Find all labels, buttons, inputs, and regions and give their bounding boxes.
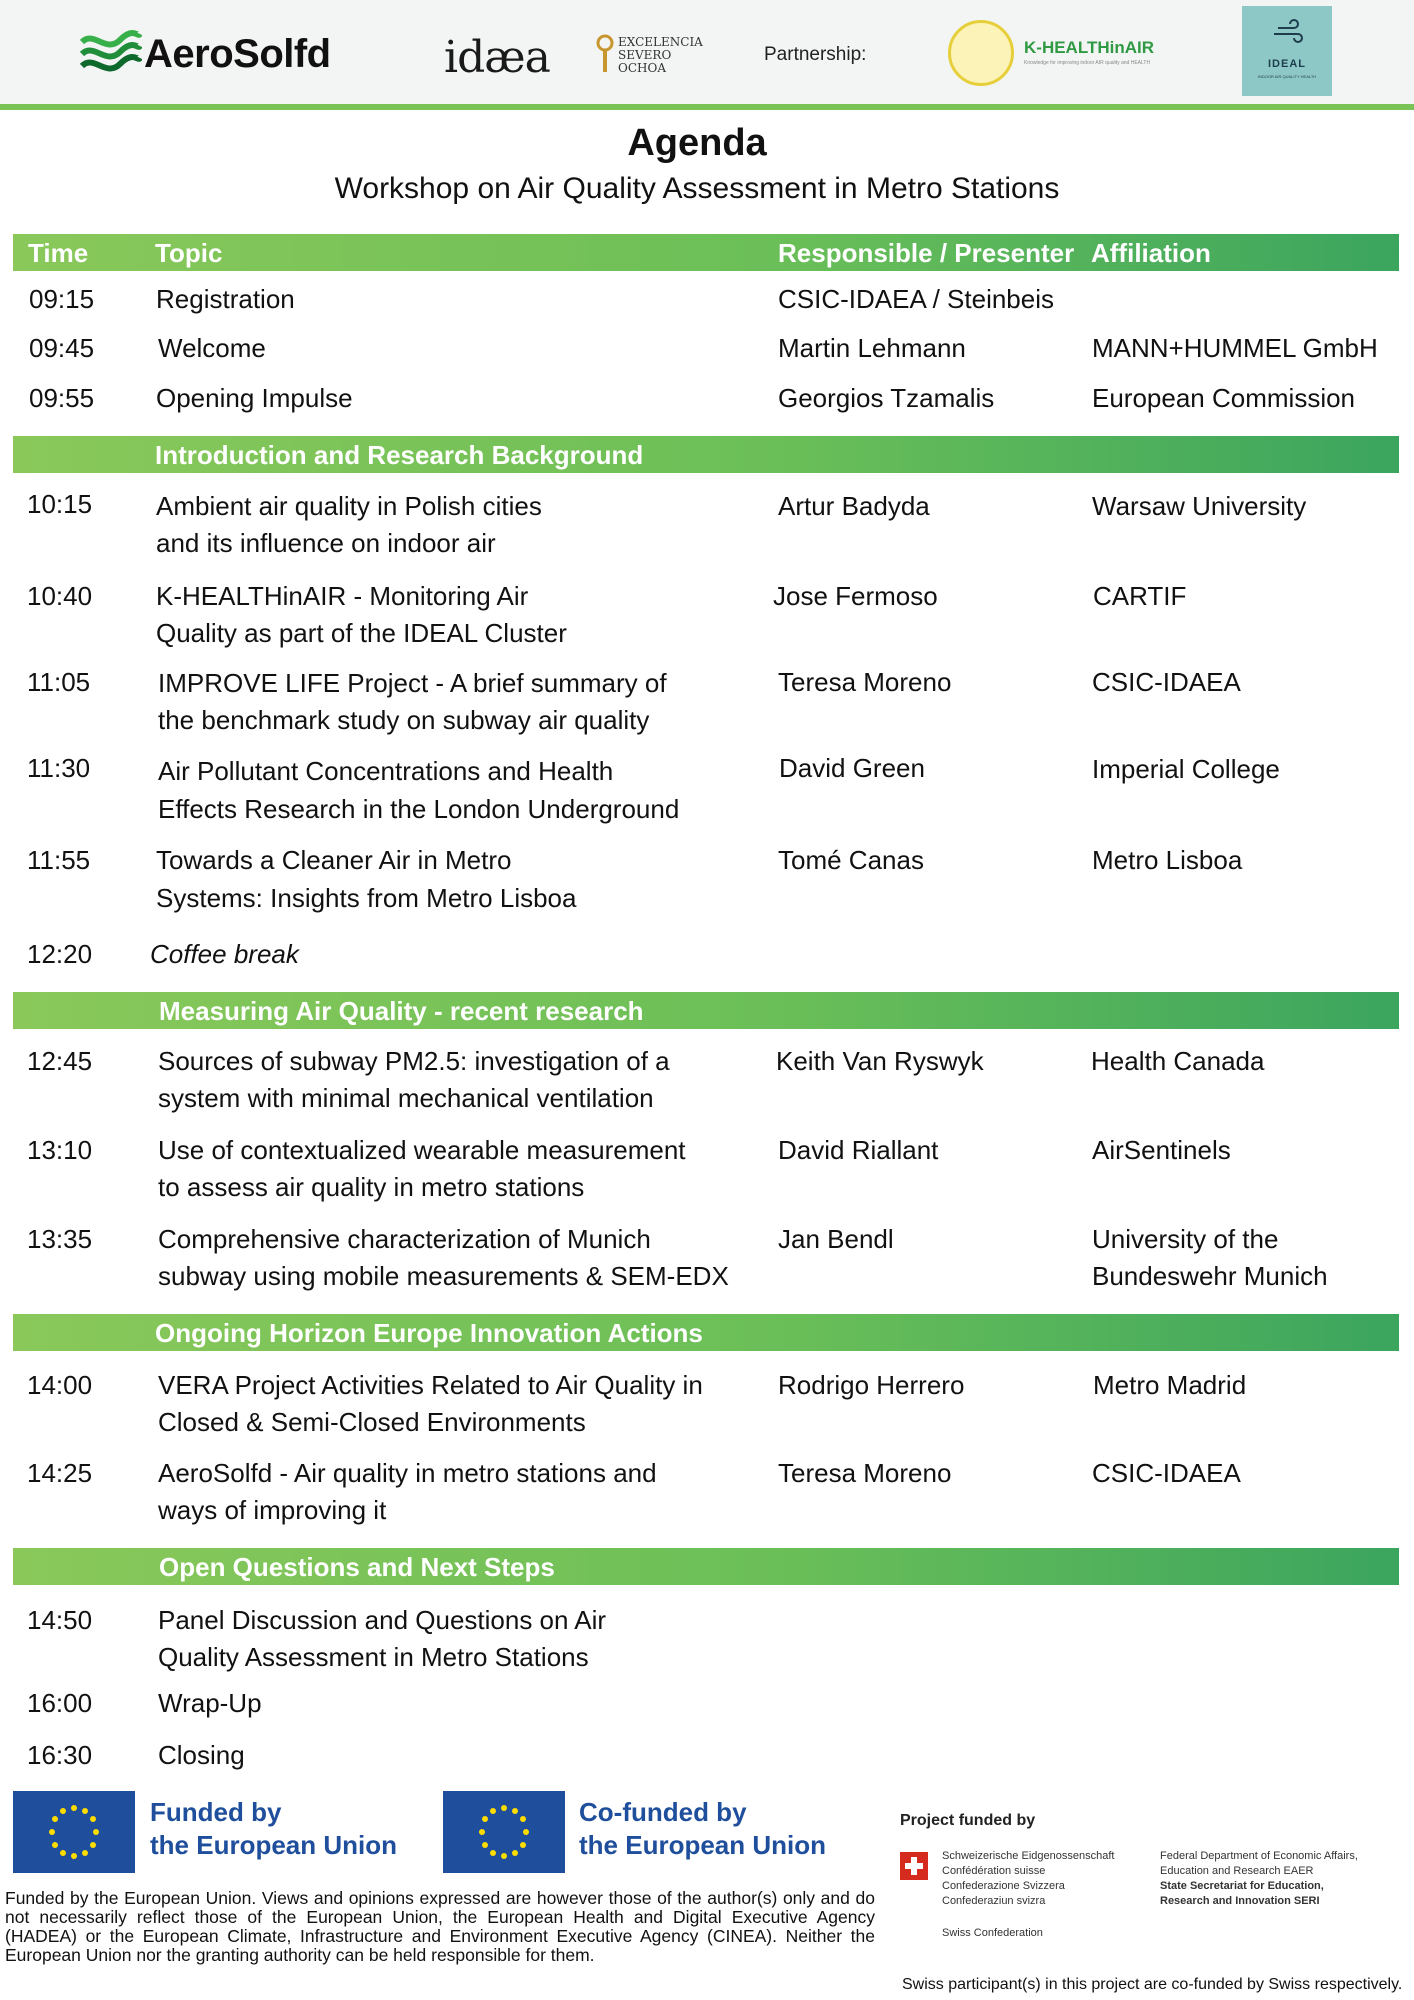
ideal-logo <box>1242 6 1332 96</box>
section-header-bar <box>13 436 1399 473</box>
k-healthinair-emblem-icon <box>948 20 1014 86</box>
eu-stars-icon <box>443 1791 565 1873</box>
agenda-presenter: Martin Lehmann <box>778 333 966 363</box>
agenda-time: 14:00 <box>27 1370 93 1400</box>
agenda-presenter: Georgios Tzamalis <box>778 383 995 413</box>
agenda-topic: Wrap-Up <box>158 1688 262 1718</box>
swiss-confederation-names <box>942 1849 1114 1909</box>
agenda-topic: IMPROVE LIFE Project - A brief summary of <box>158 668 667 698</box>
agenda-presenter: CSIC-IDAEA / Steinbeis <box>778 284 1054 314</box>
agenda-affiliation: Metro Lisboa <box>1092 845 1243 875</box>
agenda-topic: Sources of subway PM2.5: investigation of a <box>158 1046 670 1076</box>
agenda-affiliation: Health Canada <box>1091 1046 1265 1076</box>
agenda-topic: Registration <box>156 284 295 314</box>
agenda-affiliation: CSIC-IDAEA <box>1092 1458 1241 1488</box>
section-header-bar <box>13 1314 1399 1351</box>
column-header-topic: Topic <box>155 238 223 268</box>
agenda-topic: Quality as part of the IDEAL Cluster <box>156 618 567 648</box>
column-header-presenter: Responsible / Presenter <box>778 238 1075 268</box>
eu-cofunded-label <box>579 1796 826 1862</box>
agenda-topic: Welcome <box>158 333 266 363</box>
eu-flag-icon <box>13 1791 135 1873</box>
agenda-affiliation: Warsaw University <box>1092 491 1307 521</box>
partnership-label: Partnership: <box>764 44 867 65</box>
agenda-topic: Opening Impulse <box>156 383 353 413</box>
agenda-time: 12:45 <box>27 1046 93 1076</box>
idaea-logo-text: idæa <box>444 32 550 83</box>
k-healthinair-logo <box>946 16 1176 92</box>
section-header-bar <box>13 992 1399 1029</box>
eu-cofunded-line-2: the European Union <box>579 1830 826 1860</box>
swiss-name-fr: Confédération suisse <box>942 1865 1046 1877</box>
agenda-presenter: Jan Bendl <box>778 1224 894 1254</box>
agenda-topic: system with minimal mechanical ventilation <box>158 1083 654 1113</box>
agenda-affiliation: CSIC-IDAEA <box>1092 667 1241 697</box>
agenda-time: 11:30 <box>27 753 91 783</box>
swiss-flag-icon <box>900 1852 928 1880</box>
agenda-time: 16:30 <box>27 1740 93 1770</box>
agenda-topic: Closed & Semi-Closed Environments <box>158 1407 586 1437</box>
agenda-affiliation: European Commission <box>1092 383 1356 413</box>
ideal-wind-icon <box>1242 6 1332 56</box>
agenda-topic: ways of improving it <box>158 1495 387 1525</box>
agenda-time: 09:45 <box>29 333 95 363</box>
agenda-presenter: Jose Fermoso <box>773 581 938 611</box>
section-header-bar <box>13 1548 1399 1585</box>
eu-cofunded-line-1: Co-funded by <box>579 1797 747 1827</box>
page-subtitle: Workshop on Air Quality Assessment in Metro Stations <box>334 172 1060 205</box>
agenda-header-bar <box>13 234 1399 271</box>
agenda-time: 13:35 <box>27 1224 93 1254</box>
agenda-topic: and its influence on indoor air <box>156 528 496 558</box>
agenda-presenter: Keith Van Ryswyk <box>776 1046 984 1076</box>
agenda-time: 16:00 <box>27 1688 93 1718</box>
eu-funded-label <box>150 1796 397 1862</box>
agenda-presenter: Artur Badyda <box>778 491 930 521</box>
agenda-affiliation: MANN+HUMMEL GmbH <box>1092 333 1378 363</box>
k-healthinair-tagline: Knowledge for improving indoor AIR quality and HEALTH <box>1024 60 1151 66</box>
header-divider <box>0 104 1414 110</box>
agenda-time: 10:40 <box>27 581 93 611</box>
medal-icon <box>596 34 614 74</box>
aerosolfd-wave-icon <box>80 28 142 74</box>
agenda-topic: Quality Assessment in Metro Stations <box>158 1642 589 1672</box>
eu-disclaimer: Funded by the European Union. Views and opinions expressed are however those of the author(s) only and do not necessarily reflect those of the European Union, the European Health and Digital Executive Agency (HADEA) or the European Climate, Infrastructure and Environment Executive Agency (CINEA). Neither the European Union nor the granting authority can be held responsible for them. <box>5 1888 875 1965</box>
agenda-time: 14:25 <box>27 1458 93 1488</box>
eu-funded-line-1: Funded by <box>150 1797 282 1827</box>
agenda-time: 09:55 <box>29 383 95 413</box>
k-healthinair-logo-text: K-HEALTHinAIR <box>1024 38 1154 57</box>
excelencia-line-2: SEVERO <box>618 48 672 62</box>
swiss-cofunding-note: Swiss participant(s) in this project are co-funded by Swiss respectively. <box>902 1976 1403 1993</box>
section-title: Ongoing Horizon Europe Innovation Actions <box>155 1318 703 1348</box>
agenda-affiliation: Metro Madrid <box>1093 1370 1247 1400</box>
agenda-topic: Towards a Cleaner Air in Metro <box>156 845 512 875</box>
agenda-topic: K-HEALTHinAIR - Monitoring Air <box>156 581 529 611</box>
agenda-topic: Ambient air quality in Polish cities <box>156 491 542 521</box>
agenda-time: 10:15 <box>27 489 93 519</box>
agenda-affiliation: University of the <box>1092 1224 1279 1254</box>
agenda-topic: subway using mobile measurements & SEM-EDX <box>158 1261 729 1291</box>
agenda-topic: to assess air quality in metro stations <box>158 1172 585 1202</box>
agenda-time: 13:10 <box>27 1135 93 1165</box>
agenda-topic: Effects Research in the London Underground <box>158 794 680 824</box>
excelencia-line-3: OCHOA <box>618 61 666 75</box>
excelencia-line-1: EXCELENCIA <box>618 35 703 49</box>
agenda-time: 14:50 <box>27 1605 93 1635</box>
agenda-topic: the benchmark study on subway air quality <box>158 705 650 735</box>
agenda-topic-break: Coffee break <box>150 939 299 969</box>
ideal-logo-text: IDEAL <box>1268 58 1306 70</box>
agenda-topic: Air Pollutant Concentrations and Health <box>158 756 614 786</box>
ideal-tagline: INDOOR AIR QUALITY HEALTH <box>1257 74 1317 79</box>
swiss-department-line-2: Education and Research EAER <box>1160 1865 1314 1877</box>
section-title: Open Questions and Next Steps <box>159 1552 555 1582</box>
agenda-topic: VERA Project Activities Related to Air Quality in <box>158 1370 703 1400</box>
severo-ochoa-logo <box>596 30 726 80</box>
agenda-presenter: David Riallant <box>778 1135 939 1165</box>
eu-funded-line-2: the European Union <box>150 1830 397 1860</box>
agenda-affiliation: Imperial College <box>1092 754 1280 784</box>
agenda-affiliation: CARTIF <box>1093 581 1187 611</box>
aerosolfd-logo <box>80 28 380 82</box>
swiss-secretariat-line-1: State Secretariat for Education, <box>1160 1880 1324 1892</box>
agenda-topic: Panel Discussion and Questions on Air <box>158 1605 607 1635</box>
section-title: Measuring Air Quality - recent research <box>159 996 644 1026</box>
agenda-presenter: Teresa Moreno <box>778 667 952 697</box>
agenda-time: 11:05 <box>27 667 91 697</box>
swiss-department <box>1160 1849 1358 1909</box>
agenda-topic: AeroSolfd - Air quality in metro stations and <box>158 1458 657 1488</box>
aerosolfd-logo-text: AeroSolfd <box>144 32 331 76</box>
column-header-affiliation: Affiliation <box>1091 238 1211 268</box>
swiss-name-rm: Confederaziun svizra <box>942 1895 1046 1907</box>
agenda-topic: Use of contextualized wearable measurement <box>158 1135 686 1165</box>
swiss-confederation-label: Swiss Confederation <box>942 1927 1043 1939</box>
project-funded-label: Project funded by <box>900 1812 1036 1829</box>
eu-flag-icon <box>443 1791 565 1873</box>
agenda-topic: Systems: Insights from Metro Lisboa <box>156 883 577 913</box>
swiss-secretariat-line-2: Research and Innovation SERI <box>1160 1895 1320 1907</box>
agenda-time: 11:55 <box>27 845 91 875</box>
agenda-presenter: David Green <box>779 753 925 783</box>
agenda-time: 12:20 <box>27 939 93 969</box>
agenda-affiliation: Bundeswehr Munich <box>1092 1261 1328 1291</box>
agenda-topic: Closing <box>158 1740 245 1770</box>
agenda-presenter: Teresa Moreno <box>778 1458 952 1488</box>
swiss-department-line-1: Federal Department of Economic Affairs, <box>1160 1850 1358 1862</box>
swiss-name-de: Schweizerische Eidgenossenschaft <box>942 1850 1115 1862</box>
section-title: Introduction and Research Background <box>155 440 644 470</box>
agenda-time: 09:15 <box>29 284 95 314</box>
agenda-presenter: Tomé Canas <box>778 845 924 875</box>
eu-stars-icon <box>13 1791 135 1873</box>
swiss-name-it: Confederazione Svizzera <box>942 1880 1065 1892</box>
column-header-time: Time <box>28 238 89 268</box>
page-title: Agenda <box>627 122 767 164</box>
agenda-affiliation: AirSentinels <box>1092 1135 1231 1165</box>
agenda-presenter: Rodrigo Herrero <box>778 1370 965 1400</box>
agenda-topic: Comprehensive characterization of Munich <box>158 1224 651 1254</box>
